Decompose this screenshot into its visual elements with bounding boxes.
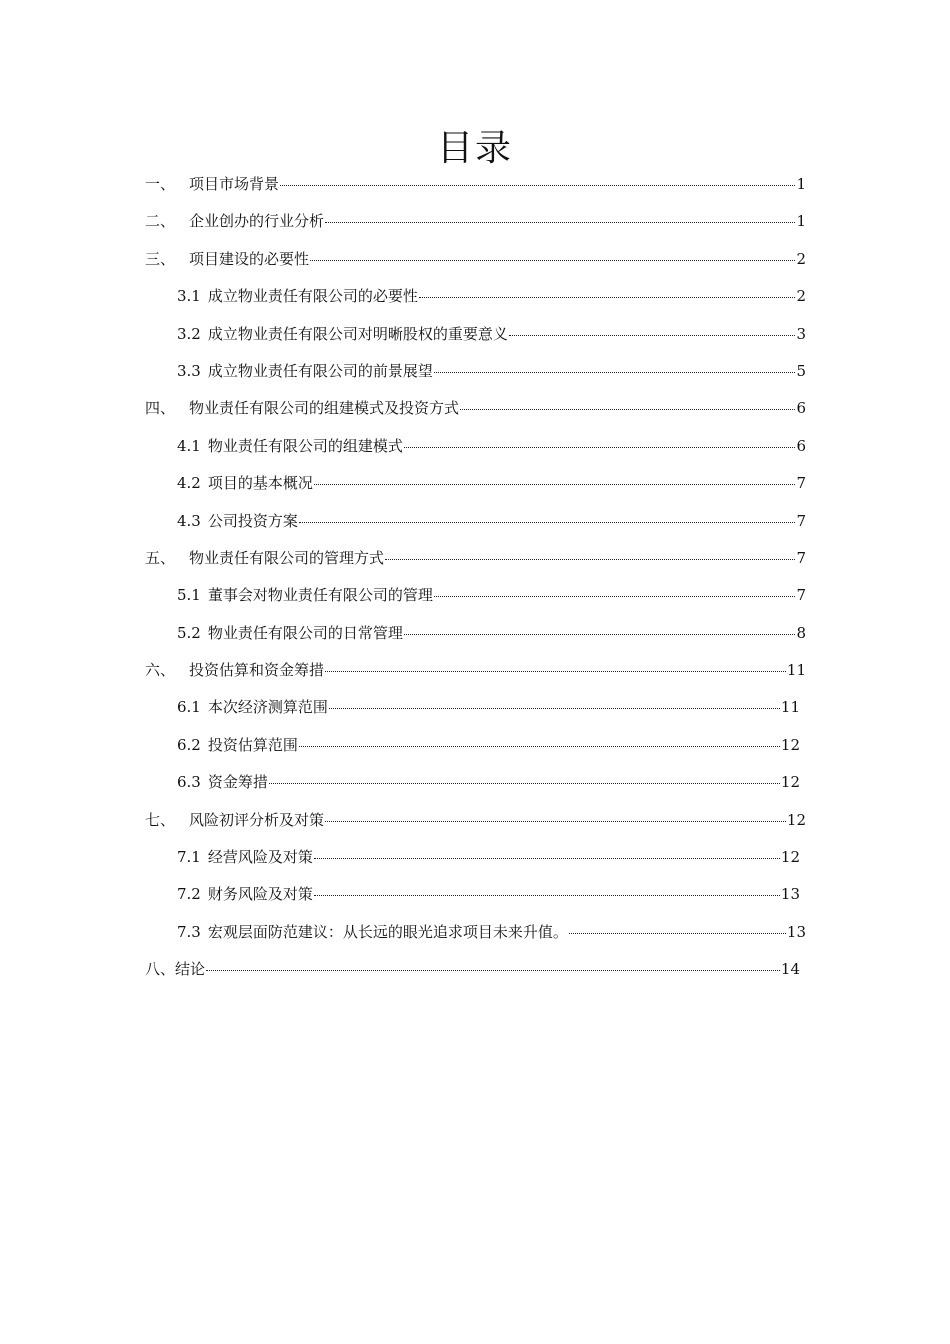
toc-subentry[interactable]	[145, 914, 806, 951]
toc-page-number: 7	[796, 511, 806, 530]
toc-dot-leader	[509, 335, 796, 336]
toc-dot-leader	[314, 895, 780, 896]
toc-page-number: 13	[786, 922, 806, 941]
toc-entry-number: 八、	[145, 960, 176, 979]
toc-page-number: 14	[780, 960, 800, 979]
toc-entry-number: 一、	[145, 175, 176, 193]
toc-entry-text: 物业责任有限公司的日常管理	[207, 623, 403, 642]
toc-entry-text: 项目建设的必要性	[189, 249, 310, 268]
toc-dot-leader	[325, 671, 786, 672]
toc-page-number: 12	[780, 735, 800, 754]
toc-subentry[interactable]	[145, 839, 806, 876]
toc-entry-number: 5.1	[177, 586, 201, 605]
toc-dot-leader	[460, 409, 795, 410]
toc-entry-number: 5.2	[177, 623, 201, 642]
toc-subentry[interactable]	[145, 353, 806, 390]
toc-subentry[interactable]	[145, 577, 806, 614]
toc-entry-number: 7.3	[177, 922, 201, 941]
toc-dot-leader	[206, 970, 780, 971]
toc-entry-number: 6.2	[177, 735, 201, 754]
toc-entry[interactable]	[145, 390, 806, 427]
toc-page-number: 8	[796, 623, 806, 642]
toc-entry[interactable]	[145, 652, 806, 689]
toc-page-number: 3	[796, 324, 806, 343]
toc-entry-text: 物业责任有限公司的管理方式	[189, 548, 385, 567]
toc-subentry[interactable]	[145, 316, 806, 353]
toc-page-number: 13	[780, 885, 800, 904]
toc-page-number: 1	[796, 175, 806, 193]
toc-entry-number: 3.3	[177, 361, 201, 380]
toc-dot-leader	[419, 297, 796, 298]
toc-entry-number: 二、	[145, 212, 176, 231]
toc-page-number: 1	[796, 212, 806, 231]
toc-subentry[interactable]	[145, 503, 806, 540]
toc-entry-text: 风险初评分析及对策	[189, 810, 325, 829]
toc-page-number: 12	[780, 773, 800, 792]
toc-entry-text: 本次经济测算范围	[207, 698, 328, 717]
toc-page-number: 6	[796, 399, 806, 418]
toc-dot-leader	[314, 858, 780, 859]
toc-entry-number: 六、	[145, 661, 176, 680]
toc-page-number: 12	[786, 810, 806, 829]
toc-entry-number: 4.2	[177, 474, 201, 493]
toc-entry-number: 七、	[145, 810, 176, 829]
toc-page-number: 2	[796, 249, 806, 268]
toc-entry[interactable]	[145, 540, 806, 577]
toc-entry[interactable]	[145, 203, 806, 240]
toc-entry-text: 投资估算和资金筹措	[189, 661, 325, 680]
toc-dot-leader	[434, 372, 796, 373]
toc-dot-leader	[569, 933, 786, 934]
toc-page-number: 2	[796, 287, 806, 306]
toc-entry-number: 3.2	[177, 324, 201, 343]
toc-dot-leader	[325, 821, 786, 822]
toc-dot-leader	[329, 708, 780, 709]
toc-subentry[interactable]	[145, 615, 806, 652]
toc-entry-text: 经营风险及对策	[207, 848, 313, 867]
toc-dot-leader	[280, 185, 795, 186]
toc-page-number: 6	[796, 436, 806, 455]
toc-entry-text: 企业创办的行业分析	[189, 212, 325, 231]
toc-entry-text: 资金筹措	[207, 773, 268, 792]
toc-subentry[interactable]	[145, 727, 806, 764]
toc-entry-text: 宏观层面防范建议：从长远的眼光追求项目未来升值。	[207, 922, 568, 941]
toc-entry[interactable]	[145, 241, 806, 278]
toc-dot-leader	[434, 596, 796, 597]
toc-entry-number: 7.1	[177, 848, 201, 867]
toc-dot-leader	[404, 634, 796, 635]
toc-entry-number: 4.3	[177, 511, 201, 530]
toc-entry[interactable]	[145, 951, 806, 988]
toc-entry-number: 三、	[145, 249, 176, 268]
toc-entry-text: 投资估算范围	[207, 735, 298, 754]
toc-subentry[interactable]	[145, 689, 806, 726]
toc-entry-number: 7.2	[177, 885, 201, 904]
toc-entry-text: 公司投资方案	[207, 511, 298, 530]
toc-entry-number: 3.1	[177, 287, 201, 306]
toc-page-number: 11	[780, 698, 800, 717]
toc-dot-leader	[325, 222, 795, 223]
toc-dot-leader	[385, 559, 795, 560]
toc-dot-leader	[299, 746, 780, 747]
toc-entry[interactable]	[145, 802, 806, 839]
table-of-contents	[145, 166, 806, 989]
toc-page-number: 11	[786, 661, 806, 680]
toc-entry-text: 项目市场背景	[189, 175, 280, 193]
toc-entry[interactable]	[145, 166, 806, 203]
toc-entry-number: 四、	[145, 399, 176, 418]
toc-page-number: 7	[796, 586, 806, 605]
toc-page-number: 7	[796, 474, 806, 493]
toc-entry-text: 成立物业责任有限公司对明晰股权的重要意义	[207, 324, 508, 343]
toc-entry-text: 结论	[175, 960, 206, 979]
toc-page-number: 7	[796, 548, 806, 567]
toc-entry-number: 6.1	[177, 698, 201, 717]
toc-dot-leader	[404, 447, 796, 448]
toc-entry-text: 成立物业责任有限公司的必要性	[207, 287, 418, 306]
toc-dot-leader	[269, 783, 780, 784]
toc-entry-text: 董事会对物业责任有限公司的管理	[207, 586, 433, 605]
toc-subentry[interactable]	[145, 428, 806, 465]
toc-entry-number: 4.1	[177, 436, 201, 455]
toc-subentry[interactable]	[145, 764, 806, 801]
toc-entry-text: 项目的基本概况	[207, 474, 313, 493]
toc-entry-number: 6.3	[177, 773, 201, 792]
toc-entry-text: 物业责任有限公司的组建模式	[207, 436, 403, 455]
toc-entry-number: 五、	[145, 548, 176, 567]
toc-page-number: 5	[796, 361, 806, 380]
toc-dot-leader	[314, 484, 796, 485]
toc-dot-leader	[310, 260, 795, 261]
toc-entry-text: 物业责任有限公司的组建模式及投资方式	[189, 399, 460, 418]
toc-title: 目录	[436, 128, 513, 170]
toc-entry-text: 财务风险及对策	[207, 885, 313, 904]
toc-dot-leader	[299, 522, 796, 523]
toc-subentry[interactable]	[145, 876, 806, 913]
toc-page-number: 12	[780, 848, 800, 867]
toc-subentry[interactable]	[145, 465, 806, 502]
toc-entry-text: 成立物业责任有限公司的前景展望	[207, 361, 433, 380]
toc-subentry[interactable]	[145, 278, 806, 315]
